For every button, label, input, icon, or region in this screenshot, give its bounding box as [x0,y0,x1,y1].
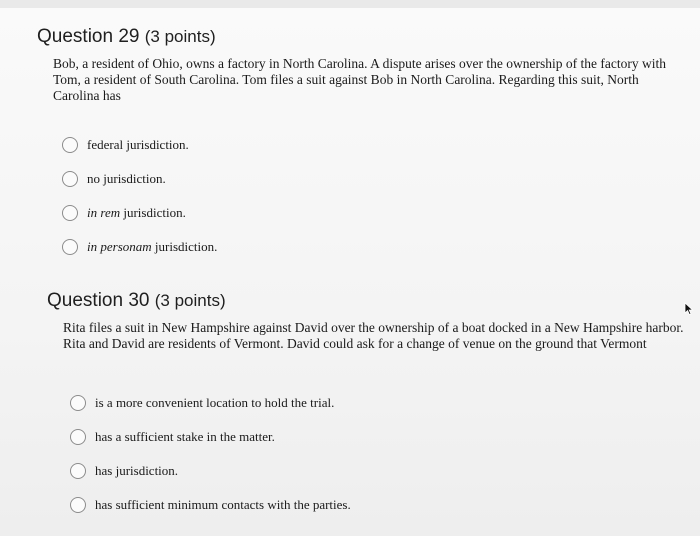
answer-option[interactable] [70,386,351,420]
top-divider [0,0,700,8]
answer-option[interactable] [70,454,351,488]
option-label: in rem jurisdiction. [87,205,186,220]
question-title [37,26,687,48]
option-label: federal jurisdiction. [87,137,189,152]
radio-button-icon[interactable] [70,395,86,411]
question-number: Question 30 [47,290,150,311]
option-label: no jurisdiction. [87,171,166,186]
option-label: in personam jurisdiction. [87,239,218,254]
question-points: (3 points) [154,291,226,310]
radio-button-icon[interactable] [62,205,78,221]
answer-option[interactable] [70,420,351,454]
option-label: has jurisdiction. [95,463,179,478]
radio-button-icon[interactable] [62,137,78,153]
question-29 [37,26,687,104]
answer-option[interactable] [62,128,217,162]
question-29-options [62,128,217,264]
answer-option[interactable] [62,196,217,230]
question-30 [47,290,687,352]
question-points: (3 points) [144,27,216,46]
question-title [47,290,687,312]
radio-button-icon[interactable] [62,239,78,255]
radio-button-icon[interactable] [70,497,86,513]
option-label: is a more convenient location to hold the trial. [95,395,335,410]
mouse-pointer-icon [684,302,694,321]
option-label: has sufficient minimum contacts with the parties. [95,497,351,512]
radio-button-icon[interactable] [62,171,78,187]
question-30-options [70,386,351,522]
radio-button-icon[interactable] [70,429,86,445]
question-text: Rita files a suit in New Hampshire against David over the ownership of a boat docked in a New Hampshire harbor. Rita and David are residents of Vermont. David could ask for a change of venue on the ground that Vermont [63,320,684,351]
answer-option[interactable] [70,488,351,522]
option-label: has a sufficient stake in the matter. [95,429,275,444]
answer-option[interactable] [62,230,217,264]
question-number: Question 29 [37,26,140,47]
answer-option[interactable] [62,162,217,196]
question-text: Bob, a resident of Ohio, owns a factory in North Carolina. A dispute arises over the ownership of the factory with Tom, a resident of South Carolina. Tom files a suit against Bob in North Carolina. Regarding this suit, North Carolina has [53,56,666,103]
radio-button-icon[interactable] [70,463,86,479]
